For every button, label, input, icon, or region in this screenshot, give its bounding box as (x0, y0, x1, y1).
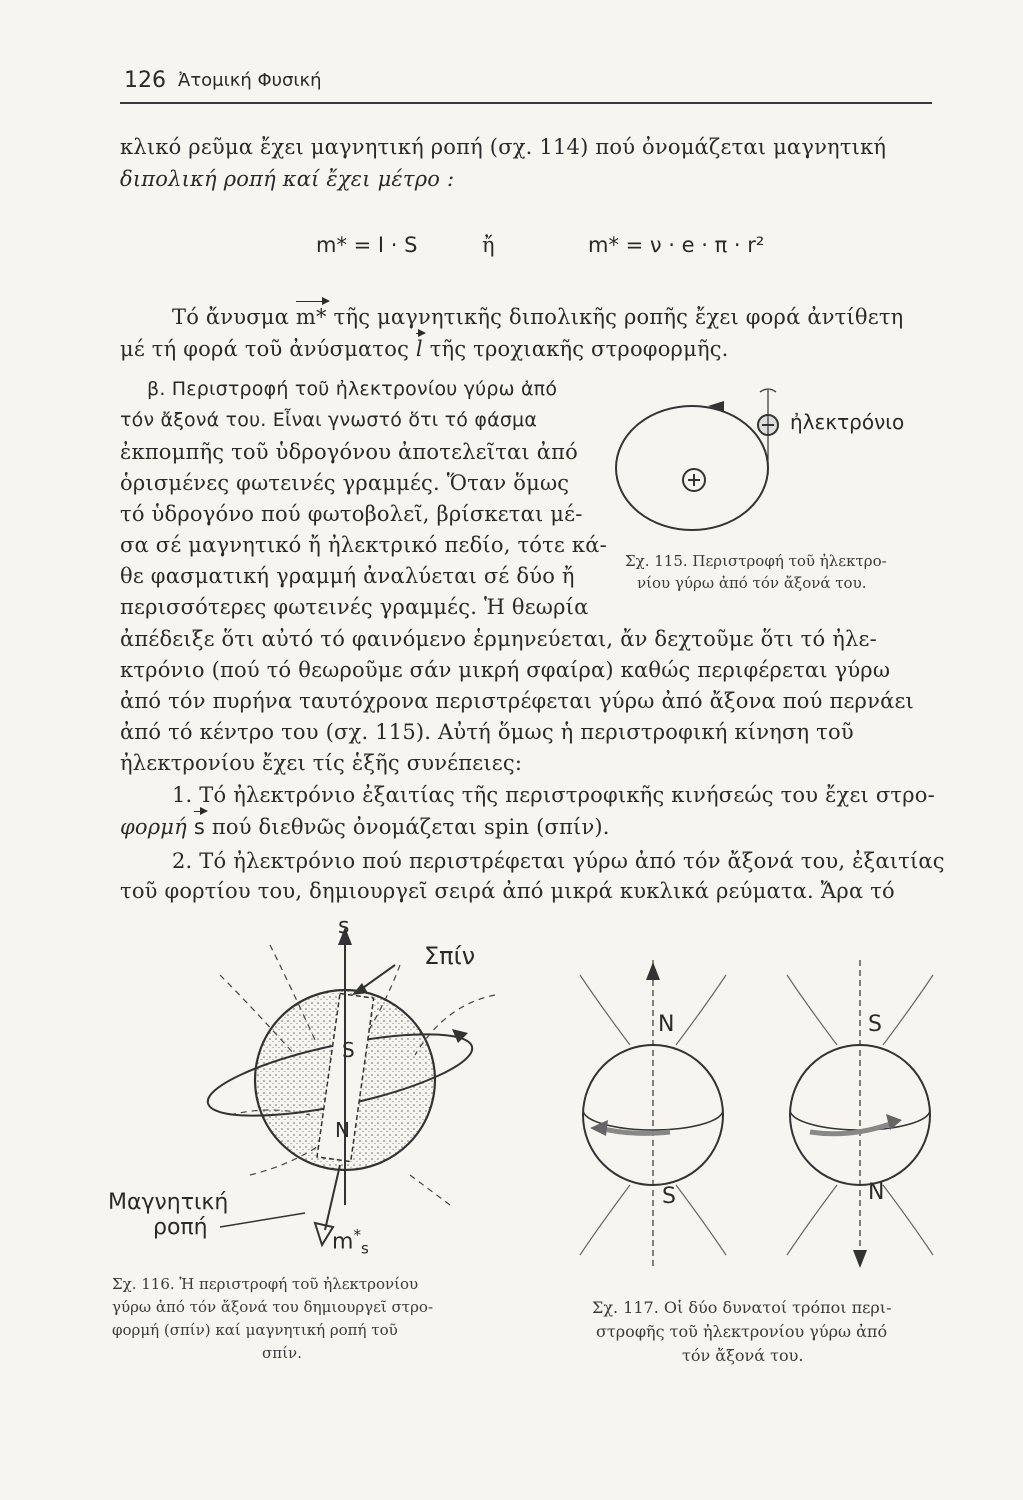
item-1-line-1: 1. Τό ἠλεκτρόνιο ἐξαιτίας τῆς περιστροφικῆς κινήσεώς του ἔχει στρο- (172, 783, 935, 807)
spin-axis-label: s (338, 914, 350, 939)
right-field-line (883, 975, 933, 1045)
section-b-line-5: τό ὑδρογόνο πού φωτοβολεῖ, βρίσκεται μέ- (120, 502, 583, 526)
field-line (410, 1175, 450, 1205)
left-field-line (580, 1185, 630, 1255)
right-axis-arrow (853, 1250, 867, 1268)
page-number: 126 (124, 68, 166, 93)
figure-116-caption-line-2: γύρω ἀπό τόν ἄξονά του δημιουργεῖ στρο- (112, 1298, 434, 1316)
right-field-line (883, 1185, 933, 1255)
left-field-line (676, 975, 726, 1045)
figure-115-caption-line-1: Σχ. 115. Περιστροφή τοῦ ἠλεκτρο- (625, 552, 887, 570)
right-field-line (787, 1185, 837, 1255)
right-pole-bottom: N (868, 1180, 885, 1205)
paragraph-2-line-1 (172, 305, 903, 329)
figure-117-caption-line-2: στροφῆς τοῦ ἠλεκτρονίου γύρω ἀπό (596, 1322, 888, 1341)
section-b-line-4: ὁρισμένες φωτεινές γραμμές. Ὅταν ὅμως (120, 471, 570, 495)
section-b-line-8: περισσότερες φωτεινές γραμμές. Ἡ θεωρία (120, 595, 589, 619)
moment-symbol-sub: s (360, 1239, 369, 1258)
spin-label: Σπίν (424, 942, 476, 970)
figure-117-diagram (570, 950, 950, 1280)
moment-label-line-2: ροπή (153, 1215, 208, 1240)
figure-117-caption-line-3: τόν ἄξονά του. (682, 1346, 804, 1365)
spin-pointer (360, 965, 395, 990)
figure-116-caption-line-1: Σχ. 116. Ἡ περιστροφή τοῦ ἠλεκτρονίου (112, 1275, 419, 1293)
figure-116-caption-line-3: φορμή (σπίν) καί μαγνητική ροπή τοῦ (112, 1321, 398, 1339)
equation-left: m* = I · S (316, 233, 418, 257)
section-b-line-2: τόν ἄξονά του. Εἶναι γνωστό ὅτι τό φάσμα (120, 409, 538, 431)
section-b-line-7: θε φασματική γραμμή ἀναλύεται σέ δύο ἤ (120, 564, 575, 588)
moment-symbol-star: * (353, 1226, 361, 1244)
moment-symbol-m: m (332, 1229, 354, 1255)
moment-pointer (220, 1213, 305, 1227)
figure-115-caption-line-2: νίου γύρω ἀπό τόν ἄξονά του. (637, 574, 867, 592)
paragraph-1-line-1: κλικό ρεῦμα ἔχει μαγνητική ροπή (σχ. 114) πού ὀνομάζεται μαγνητική (120, 135, 887, 159)
moment-arrow-shaft (325, 1165, 340, 1230)
spin-vector-symbol: s (193, 815, 205, 839)
left-pole-top: N (658, 1012, 675, 1037)
item-2-line-2: τοῦ φορτίου του, δημιουργεῖ σειρά ἀπό μικρά κυκλικά ρεύματα. Ἄρα τό (120, 879, 895, 903)
moment-symbol (332, 1226, 369, 1258)
paragraph-3-line-5: ἠλεκτρονίου ἔχει τίς ἑξῆς συνέπειες: (120, 751, 523, 775)
left-pole-bottom: S (662, 1184, 676, 1209)
right-rotation-band (810, 1124, 890, 1134)
item-2-line-1: 2. Τό ἠλεκτρόνιο πού περιστρέφεται γύρω ἀπό τόν ἄξονά του, ἐξαιτίας (172, 849, 945, 873)
section-b-line-1: β. Περιστροφή τοῦ ἠλεκτρονίου γύρω ἀπό (147, 378, 558, 400)
paragraph-2-text-c: μέ τή φορά τοῦ ἀνύσματος (120, 337, 410, 361)
moment-arrowhead (315, 1223, 333, 1245)
paragraph-2-text-a: Τό ἄνυσμα (172, 305, 290, 329)
moment-label-line-1: Μαγνητική (108, 1190, 229, 1215)
electron-orbit (616, 406, 768, 530)
figure-115-diagram (610, 380, 790, 550)
paragraph-2-text-d: τῆς τροχιακῆς στροφορμῆς. (429, 337, 729, 361)
electron-label: ἠλεκτρόνιο (790, 410, 905, 434)
paragraph-3-line-2: κτρόνιο (πού τό θεωροῦμε σάν μικρή σφαίρα) καθώς περιφέρεται γύρω (120, 658, 891, 682)
right-field-line (787, 975, 837, 1045)
item-1-text-b: πού διεθνῶς ὀνομάζεται spin (σπίν). (211, 815, 610, 839)
section-b-line-3: ἐκπομπῆς τοῦ ὑδρογόνου ἀποτελεῖται ἀπό (120, 440, 578, 464)
paragraph-3-line-3: ἀπό τόν πυρήνα ταυτόχρονα περιστρέφεται γύρω ἀπό ἄξονα πού περνάει (120, 689, 914, 713)
paragraph-3-line-1: ἀπέδειξε ὅτι αὐτό τό φαινόμενο ἑρμηνεύεται, ἄν δεχτοῦμε ὅτι τό ἠλε- (120, 627, 877, 651)
right-pole-top: S (868, 1012, 882, 1037)
header-rule (120, 102, 932, 104)
paragraph-2-line-2 (120, 337, 729, 361)
left-field-line (676, 1185, 726, 1255)
paragraph-2-text-b: τῆς μαγνητικῆς διπολικῆς ροπῆς ἔχει φορά ἀντίθετη (333, 305, 904, 329)
section-b-line-6: σα σέ μαγνητικό ἤ ἠλεκτρικό πεδίο, τότε κά- (120, 533, 607, 557)
equation-or: ἤ (482, 233, 495, 257)
running-title: Ἀτομική Φυσική (178, 70, 322, 91)
left-axis-arrow (646, 962, 660, 980)
pole-n-label: N (335, 1118, 350, 1142)
moment-vector-symbol: m* (295, 305, 327, 329)
item-1-line-2 (120, 815, 610, 839)
paragraph-3-line-4: ἀπό τό κέντρο του (σχ. 115). Αὐτή ὅμως ἡ περιστροφική κίνηση τοῦ (120, 720, 854, 744)
item-1-text-a: φορμή (120, 815, 187, 839)
pole-s-label: S (342, 1038, 355, 1062)
equation-right: m* = ν · e · π · r² (588, 233, 765, 257)
orbital-vector-symbol: l (415, 337, 423, 361)
figure-117-caption-line-1: Σχ. 117. Οἱ δύο δυνατοί τρόποι περι- (592, 1298, 892, 1317)
figure-116-caption-line-4: σπίν. (262, 1344, 302, 1362)
paragraph-1-line-2: διπολική ροπή καί ἔχει μέτρο : (120, 167, 455, 191)
left-field-line (580, 975, 630, 1045)
